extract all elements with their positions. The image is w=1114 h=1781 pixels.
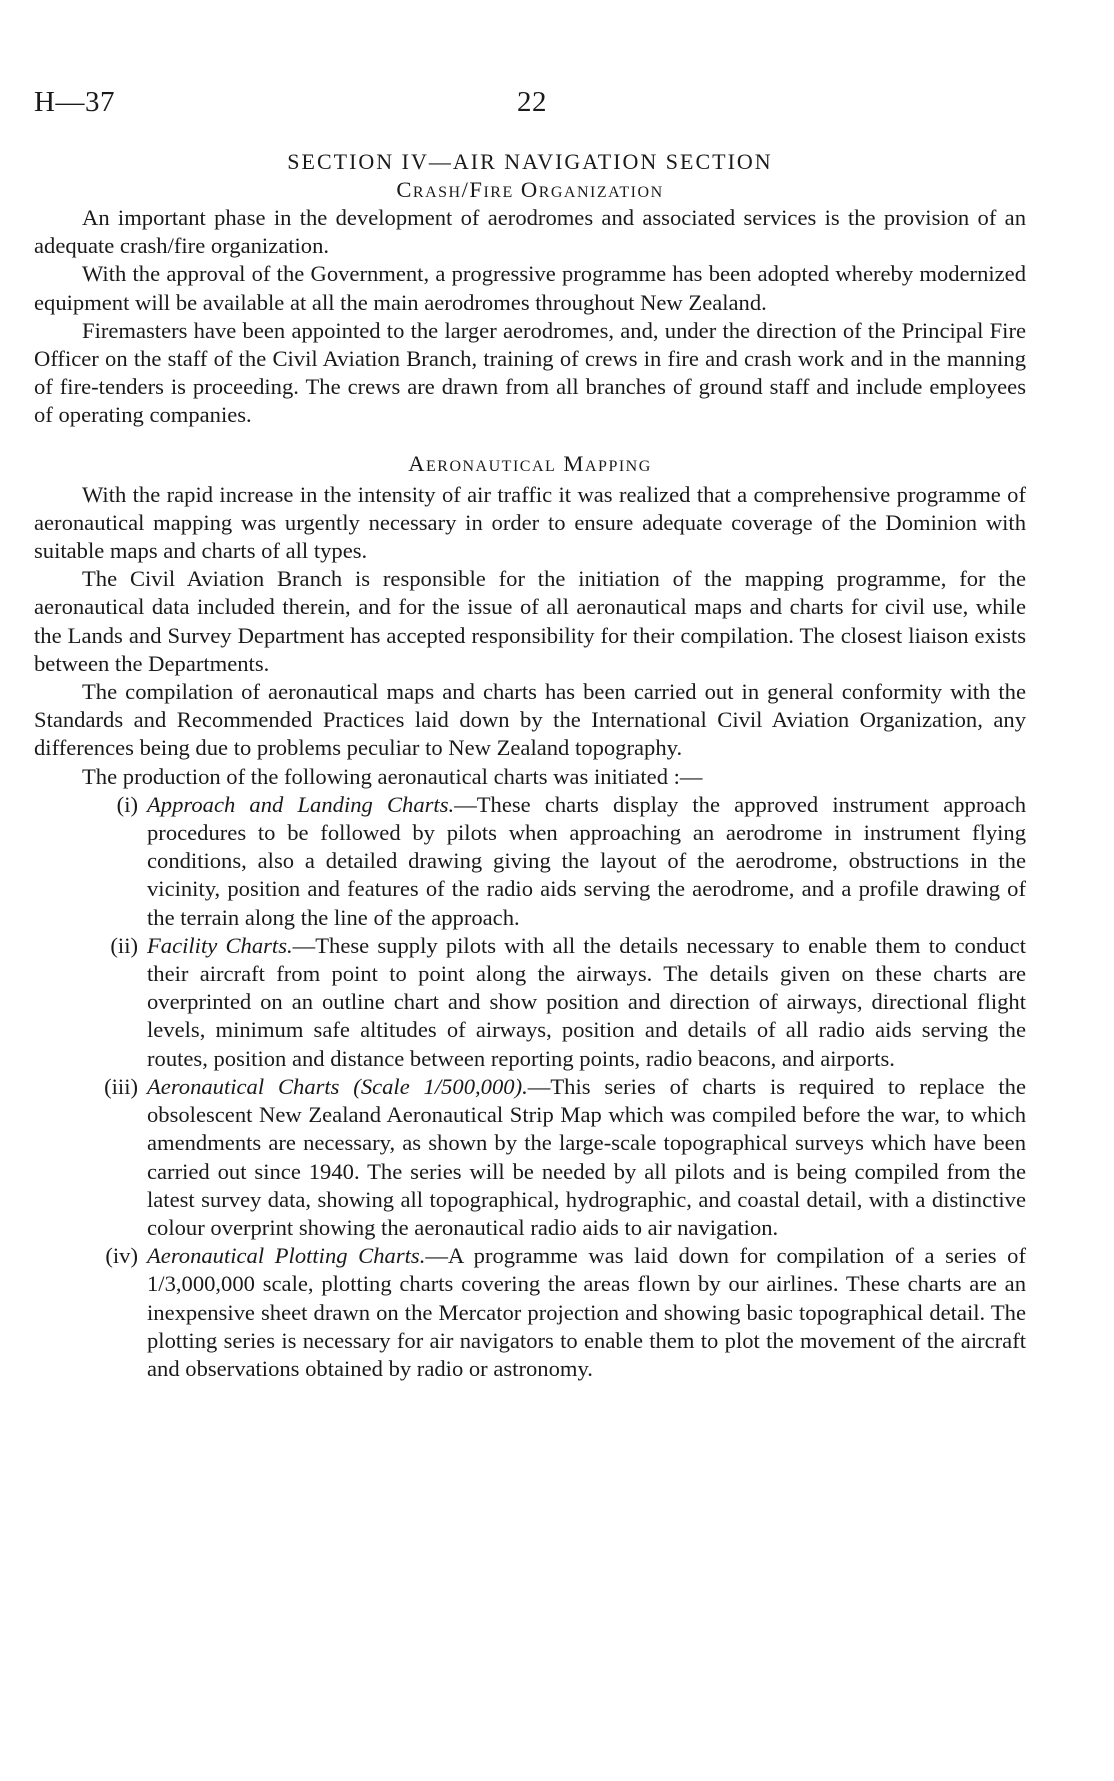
item-body	[147, 932, 1026, 1073]
mapping-paragraph: The Civil Aviation Branch is responsible for the initiation of the mapping programme, for the aeronautical data included therein, and for the issue of all aeronautical maps and charts for civil use, while the Lands and Survey Department has accepted responsibility for their compilation. The closest liaison exists between the Departments.	[34, 566, 1026, 676]
item-title: Aeronautical Plotting Charts.	[147, 1243, 426, 1269]
item-text: —These supply pilots with all the details necessary to enable them to conduct their aircraft from point to point along the airways. The details given on these charts are overprinted on an outline chart and show position and direction of airways, directional flight levels, minimum safe altitudes of airways, position and details of all radio aids serving the routes, position and distance between reporting points, radio beacons, and airports.	[147, 932, 1026, 1071]
crash-fire-heading: Crash/Fire Organization	[396, 177, 664, 202]
chart-list-item	[34, 1242, 1026, 1383]
item-title: Approach and Landing Charts.	[147, 791, 455, 817]
item-number: (ii)	[110, 932, 138, 958]
item-text: —This series of charts is required to replace the obsolescent New Zealand Aeronautical Strip Map which was compiled before the war, to which amendments are necessary, as shown by the large-scale topographical surveys which have been carried out since 1940. The series will be needed by all pilots and is being compiled from the latest survey data, showing all topographical, hydrographic, and coastal detail, with a distinctive colour overprint showing the aeronautical radio aids to air navigation.	[147, 1073, 1027, 1240]
mapping-paragraph: The production of the following aeronautical charts was initiated :—	[82, 763, 703, 789]
item-text: —A programme was laid down for compilation of a series of 1/3,000,000 scale, plotting charts covering the areas flown by our airlines. These charts are an inexpensive sheet drawn on the Mercator projection and showing basic topographical detail. The plotting series is necessary for air navigators to enable them to plot the movement of the aircraft and observations obtained by radio or astronomy.	[147, 1243, 1026, 1381]
item-body	[147, 1242, 1026, 1383]
crash-fire-paragraph: With the approval of the Government, a progressive programme has been adopted whereby modernized equipment will be available at all the main aerodromes throughout New Zealand.	[34, 261, 1026, 315]
item-title: Aeronautical Charts (Scale 1/500,000).	[147, 1073, 528, 1099]
document-reference: H—37	[34, 86, 115, 118]
page-body	[34, 148, 1026, 1383]
item-number: (i)	[116, 791, 138, 817]
item-body	[147, 791, 1026, 932]
mapping-paragraph: With the rapid increase in the intensity of air traffic it was realized that a comprehensive programme of aeronautical mapping was urgently necessary in order to ensure adequate coverage of the Dominion with suitable maps and charts of all types.	[34, 481, 1026, 564]
mapping-paragraph: The compilation of aeronautical maps and charts has been carried out in general conformity with the Standards and Recommended Practices laid down by the International Civil Aviation Organization, any differences being due to problems peculiar to New Zealand topography.	[34, 679, 1026, 761]
item-number: (iv)	[105, 1243, 138, 1269]
item-title: Facility Charts.	[147, 932, 293, 958]
item-number: (iii)	[104, 1073, 138, 1099]
crash-fire-paragraph: Firemasters have been appointed to the larger aerodromes, and, under the direction of the Principal Fire Officer on the staff of the Civil Aviation Branch, training of crews in fire and crash work and in the manning of fire-tenders is proceeding. The crews are drawn from all branches of ground staff and include employees of operating companies.	[34, 317, 1026, 428]
item-body	[147, 1073, 1026, 1242]
chart-list-item	[34, 932, 1026, 1073]
chart-list-item	[34, 1073, 1026, 1242]
section-title: SECTION IV—AIR NAVIGATION SECTION	[287, 149, 773, 174]
mapping-heading: Aeronautical Mapping	[408, 450, 652, 476]
chart-list-item	[34, 791, 1026, 932]
page-number: 22	[517, 86, 547, 118]
item-text: —These charts display the approved instrument approach procedures to be followed by pilots when approaching an aerodrome in instrument flying conditions, also a detailed drawing giving the layout of the aerodrome, obstructions in the vicinity, position and features of the radio aids serving the aerodrome, and a profile drawing of the terrain along the line of the approach.	[147, 791, 1026, 930]
crash-fire-paragraph: An important phase in the development of aerodromes and associated services is the provision of an adequate crash/fire organization.	[34, 205, 1026, 259]
